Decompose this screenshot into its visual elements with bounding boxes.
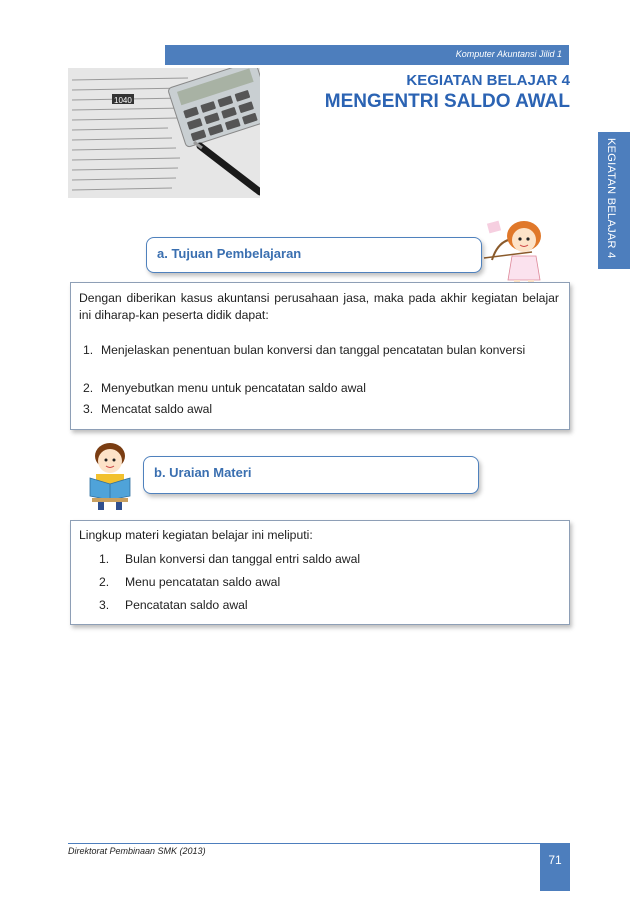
tujuan-intro: Dengan diberikan kasus akuntansi perusahaan jasa, maka pada akhir kegiatan belajar ini diharap-kan peserta didik dapat: <box>79 291 559 322</box>
side-tab-label: KEGIATAN BELAJAR 4 <box>605 138 617 259</box>
uraian-intro: Lingkup materi kegiatan belajar ini meliputi: <box>79 528 313 542</box>
footer-divider <box>68 843 570 844</box>
list-item-number: 1. <box>99 552 110 566</box>
uraian-heading: b. Uraian Materi <box>154 465 252 480</box>
list-item-text: Pencatatan saldo awal <box>125 598 248 612</box>
list-item-text: Mencatat saldo awal <box>101 402 213 416</box>
tujuan-heading-box <box>146 237 482 273</box>
tujuan-heading: a. Tujuan Pembelajaran <box>157 246 302 261</box>
list-item-number: 1. <box>83 343 94 357</box>
accounting-photo <box>68 68 260 198</box>
uraian-content-box <box>70 520 570 625</box>
svg-text:1040: 1040 <box>114 96 132 105</box>
list-item-number: 3. <box>83 402 94 416</box>
list-item-number: 2. <box>99 575 110 589</box>
list-item-text: Menjelaskan penentuan bulan konversi dan tanggal pencatatan bulan konversi <box>101 343 526 357</box>
list-item-number: 2. <box>83 381 94 395</box>
book-series-title: Komputer Akuntansi Jilid 1 <box>455 49 562 59</box>
list-item <box>99 552 360 566</box>
list-item-text: Bulan konversi dan tanggal entri saldo awal <box>125 552 361 566</box>
list-item <box>83 342 559 358</box>
cupid-girl-illustration <box>480 214 550 290</box>
page-number: 71 <box>548 853 562 867</box>
uraian-heading-box <box>143 456 479 494</box>
list-item <box>83 401 559 417</box>
list-item-number: 3. <box>99 598 110 612</box>
side-tab <box>598 132 630 269</box>
page-number-box <box>540 843 570 891</box>
chapter-label: KEGIATAN BELAJAR 4 <box>406 72 570 89</box>
reading-boy-illustration <box>82 440 138 512</box>
tujuan-content-box <box>70 282 570 430</box>
chapter-title: MENGENTRI SALDO AWAL <box>324 91 570 112</box>
footer-publisher: Direktorat Pembinaan SMK (2013) <box>68 846 206 856</box>
list-item <box>83 380 559 396</box>
list-item-text: Menyebutkan menu untuk pencatatan saldo awal <box>101 381 366 395</box>
list-item <box>99 575 280 589</box>
list-item-text: Menu pencatatan saldo awal <box>125 575 281 589</box>
list-item <box>99 598 248 612</box>
